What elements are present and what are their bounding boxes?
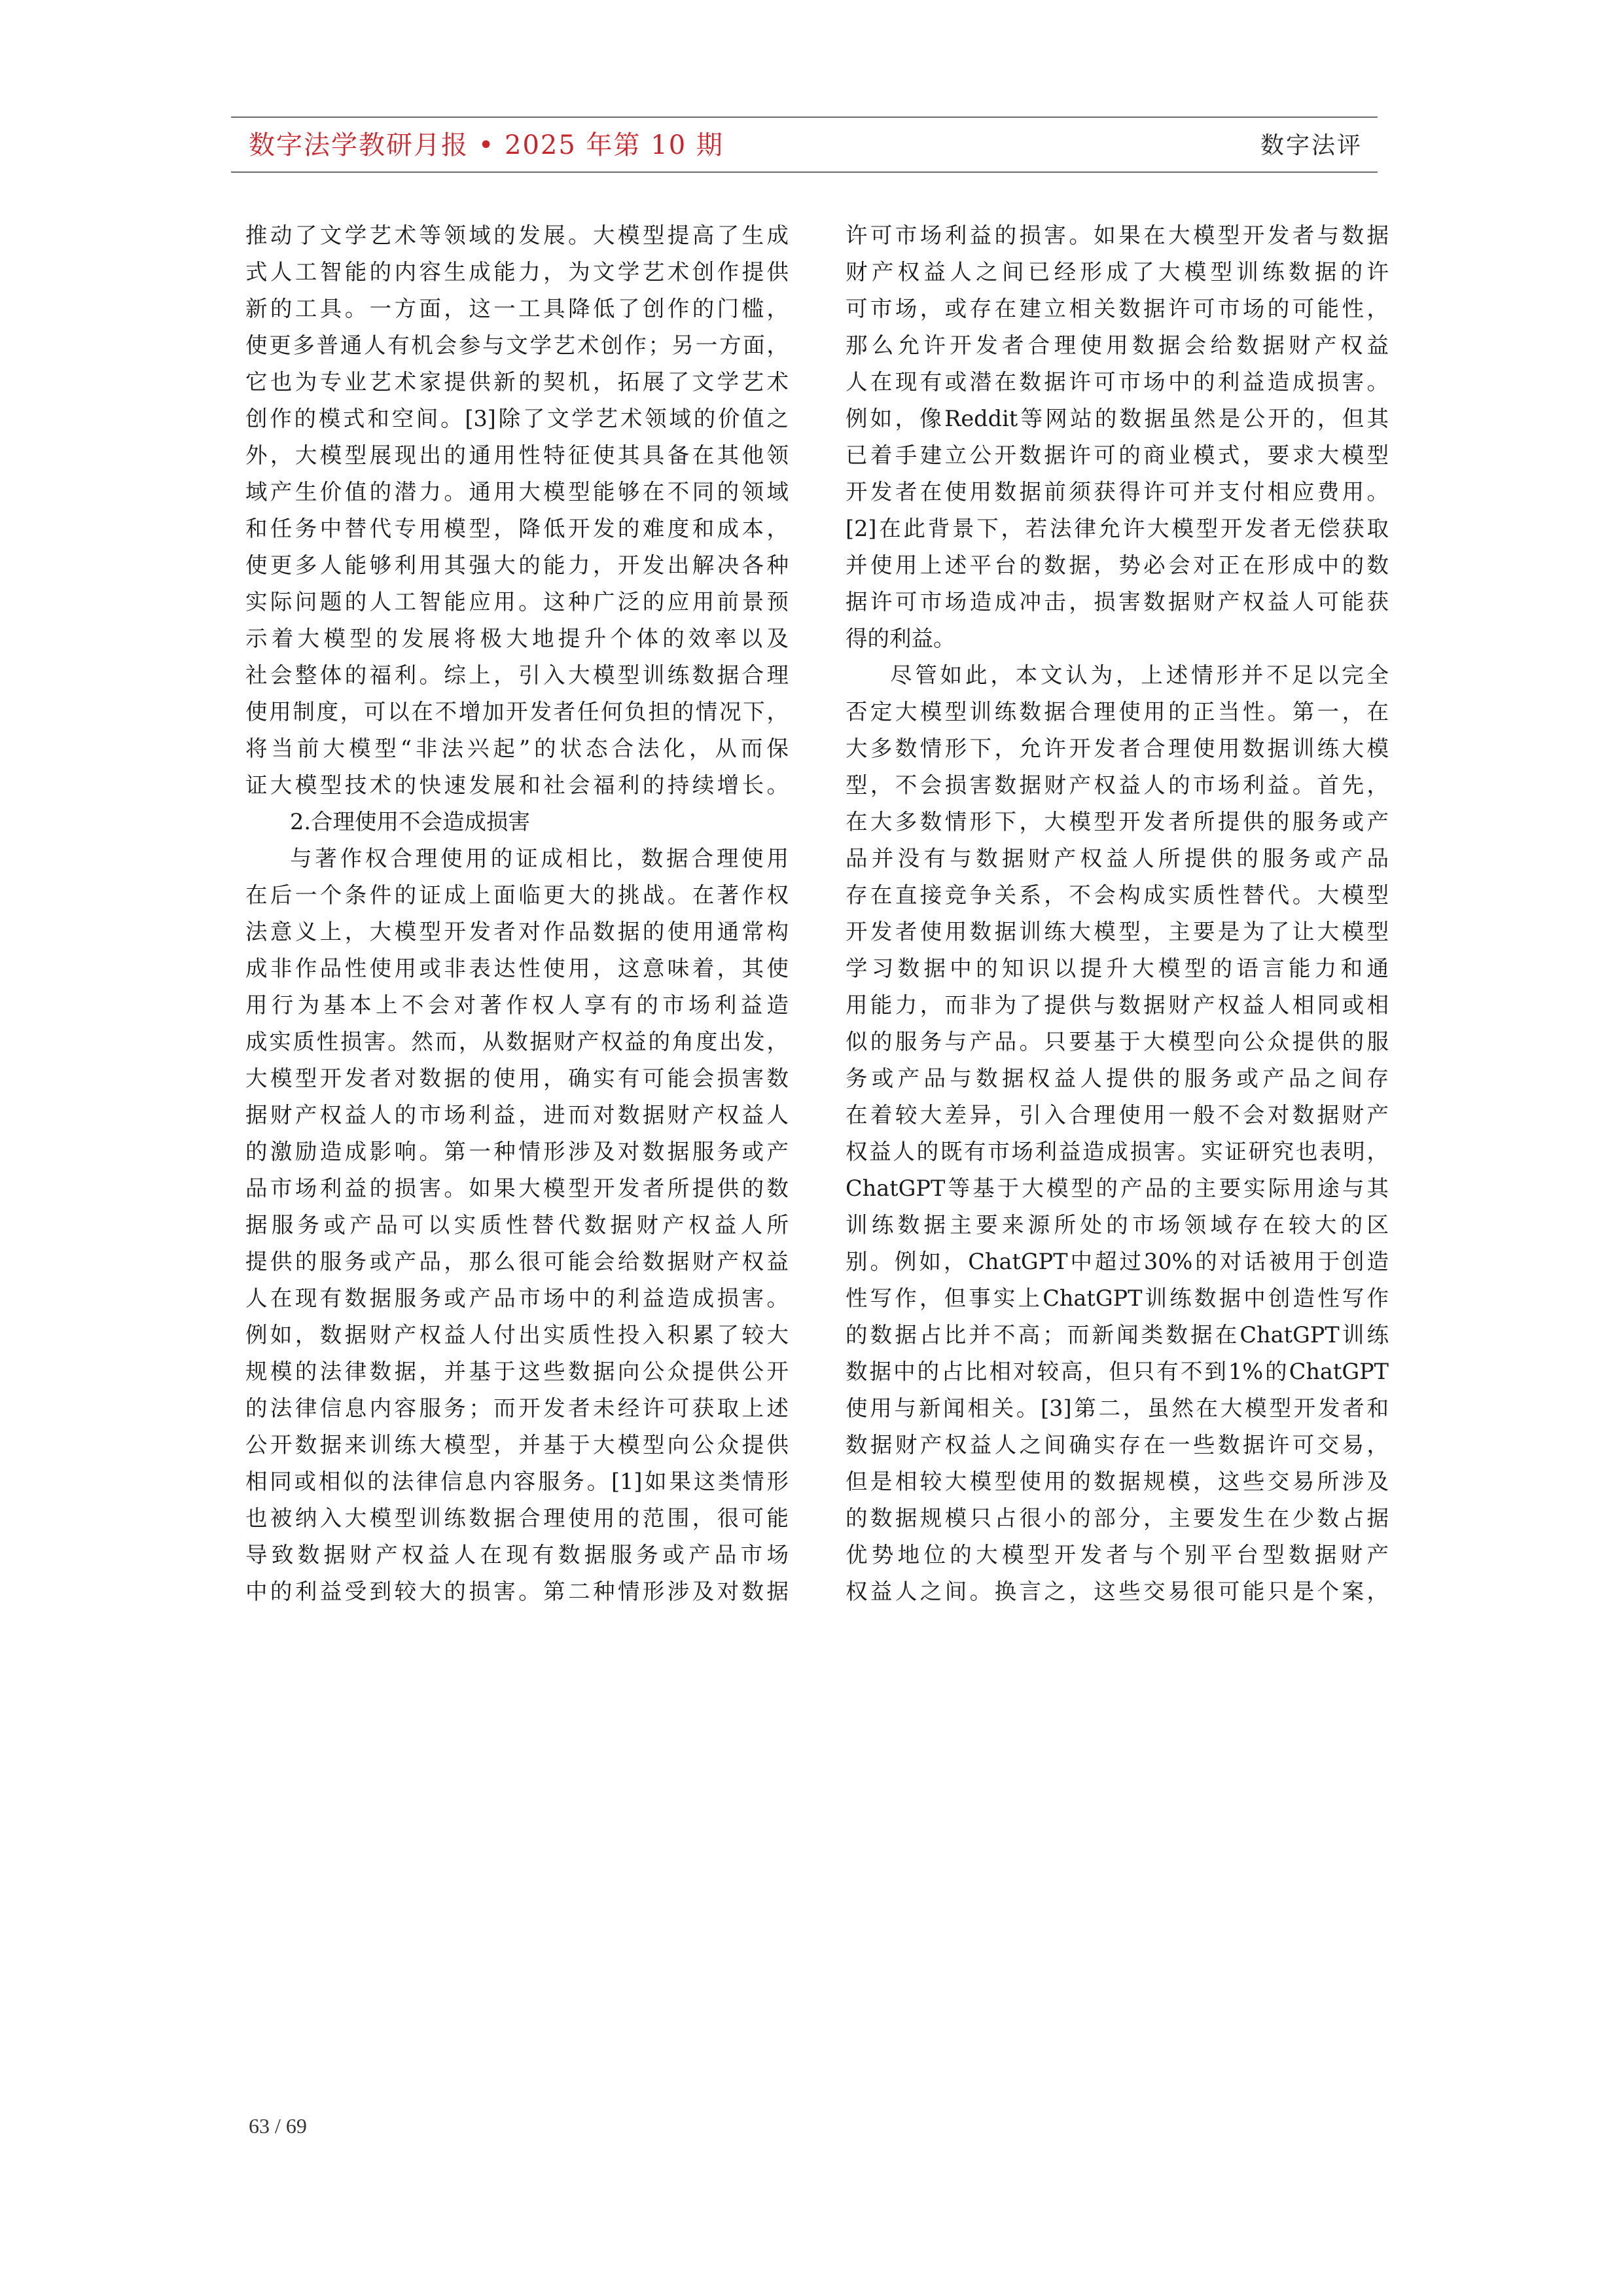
paragraph-line: 也被纳入大模型训练数据合理使用的范围，很可能: [245, 1505, 789, 1531]
paragraph-line: 与著作权合理使用的证成相比，数据合理使用: [290, 846, 789, 871]
paragraph-line: 那么允许开发者合理使用数据会给数据财产权益: [846, 332, 1389, 358]
paragraph-line: 据许可市场造成冲击，损害数据财产权益人可能获: [846, 589, 1389, 615]
paragraph-line: 训练数据主要来源所处的市场领域存在较大的区: [846, 1212, 1389, 1238]
paragraph-line: 开发者在使用数据前须获得许可并支付相应费用。: [846, 479, 1389, 505]
paragraph-line: 开发者使用数据训练大模型，主要是为了让大模型: [846, 919, 1389, 944]
paragraph-line: 法意义上，大模型开发者对作品数据的使用通常构: [245, 919, 789, 944]
paragraph-line: 社会整体的福利。综上，引入大模型训练数据合理: [245, 662, 789, 688]
paragraph-line: 例如，像Reddit等网站的数据虽然是公开的，但其: [846, 406, 1389, 431]
paragraph-line: 否定大模型训练数据合理使用的正当性。第一，在: [846, 699, 1389, 725]
paragraph-line: 型，不会损害数据财产权益人的市场利益。首先，: [846, 772, 1389, 798]
section-name: 数字法评: [1260, 132, 1363, 159]
paragraph-line: 和任务中替代专用模型，降低开发的难度和成本，: [245, 516, 789, 541]
header-top-rule: [231, 117, 1378, 118]
paragraph-line: 公开数据来训练大模型，并基于大模型向公众提供: [245, 1432, 789, 1458]
paragraph-line: 大多数情形下，允许开发者合理使用数据训练大模: [846, 736, 1389, 761]
paragraph-line: 在着较大差异，引入合理使用一般不会对数据财产: [846, 1102, 1389, 1128]
paragraph-line: 的数据占比并不高；而新闻类数据在ChatGPT训练: [846, 1322, 1389, 1348]
paragraph-line: 的法律信息内容服务；而开发者未经许可获取上述: [245, 1395, 789, 1421]
paragraph-line: 中的利益受到较大的损害。第二种情形涉及对数据: [245, 1579, 789, 1604]
paragraph-line: 别。例如，ChatGPT中超过30%的对话被用于创造: [846, 1249, 1389, 1274]
paragraph-line: 推动了文学艺术等领域的发展。大模型提高了生成: [245, 223, 789, 248]
paragraph-line: 据服务或产品可以实质性替代数据财产权益人所: [245, 1212, 789, 1238]
paragraph-line: 外，大模型展现出的通用性特征使其具备在其他领: [245, 442, 789, 468]
paragraph-line: 示着大模型的发展将极大地提升个体的效率以及: [245, 626, 789, 651]
paragraph-line: 优势地位的大模型开发者与个别平台型数据财产: [846, 1542, 1389, 1568]
paragraph-line: 得的利益。: [846, 626, 955, 651]
paragraph-line: 品市场利益的损害。如果大模型开发者所提供的数: [245, 1175, 789, 1201]
paragraph-line: 数据财产权益人之间确实存在一些数据许可交易，: [846, 1432, 1389, 1458]
paragraph-line: 性写作，但事实上ChatGPT训练数据中创造性写作: [846, 1285, 1389, 1311]
paragraph-line: 许可市场利益的损害。如果在大模型开发者与数据: [846, 223, 1389, 248]
paragraph-line: 规模的法律数据，并基于这些数据向公众提供公开: [245, 1359, 789, 1384]
paragraph-line: 据财产权益人的市场利益，进而对数据财产权益人: [245, 1102, 789, 1128]
paragraph-line: 用行为基本上不会对著作权人享有的市场利益造: [245, 992, 789, 1018]
paragraph-line: 提供的服务或产品，那么很可能会给数据财产权益: [245, 1249, 789, 1274]
paragraph-line: 域产生价值的潜力。通用大模型能够在不同的领域: [245, 479, 789, 505]
paragraph-line: 证大模型技术的快速发展和社会福利的持续增长。: [245, 772, 789, 798]
paragraph-line: 人在现有数据服务或产品市场中的利益造成损害。: [245, 1285, 789, 1311]
paragraph-line: 人在现有或潜在数据许可市场中的利益造成损害。: [846, 369, 1389, 395]
paragraph-line: 但是相较大模型使用的数据规模，这些交易所涉及: [846, 1469, 1389, 1494]
paragraph-line: 并使用上述平台的数据，势必会对正在形成中的数: [846, 552, 1389, 578]
paragraph-line: 例如，数据财产权益人付出实质性投入积累了较大: [245, 1322, 789, 1348]
paragraph-line: 相同或相似的法律信息内容服务。[1]如果这类情形: [245, 1469, 789, 1494]
paragraph-line: 新的工具。一方面，这一工具降低了创作的门槛，: [245, 296, 789, 321]
paragraph-line: 它也为专业艺术家提供新的契机，拓展了文学艺术: [245, 369, 789, 395]
paragraph-line: 导致数据财产权益人在现有数据服务或产品市场: [245, 1542, 789, 1568]
paragraph-line: 品并没有与数据财产权益人所提供的服务或产品: [846, 846, 1389, 871]
paragraph-line: 存在直接竞争关系，不会构成实质性替代。大模型: [846, 882, 1389, 908]
paragraph-line: [2]在此背景下，若法律允许大模型开发者无偿获取: [846, 516, 1389, 541]
paragraph-line: 将当前大模型“非法兴起”的状态合法化，从而保: [245, 736, 789, 761]
paragraph-line: 使用制度，可以在不增加开发者任何负担的情况下，: [245, 699, 789, 725]
paragraph-line: 权益人的既有市场利益造成损害。实证研究也表明，: [846, 1139, 1389, 1164]
paragraph-line: 成非作品性使用或非表达性使用，这意味着，其使: [245, 956, 789, 981]
paragraph-line: 使更多普通人有机会参与文学艺术创作；另一方面，: [245, 332, 789, 358]
paragraph-line: 财产权益人之间已经形成了大模型训练数据的许: [846, 259, 1389, 285]
paragraph-line: 在后一个条件的证成上面临更大的挑战。在著作权: [245, 882, 789, 908]
paragraph-line: 创作的模式和空间。[3]除了文学艺术领域的价值之: [245, 406, 789, 431]
paragraph-line: 的数据规模只占很小的部分，主要发生在少数占据: [846, 1505, 1389, 1531]
paragraph-line: 学习数据中的知识以提升大模型的语言能力和通: [846, 956, 1389, 981]
paragraph-line: 在大多数情形下，大模型开发者所提供的服务或产: [846, 809, 1389, 834]
paragraph-line: 使用与新闻相关。[3]第二，虽然在大模型开发者和: [846, 1395, 1389, 1421]
paragraph-line: 使更多人能够利用其强大的能力，开发出解决各种: [245, 552, 789, 578]
paragraph-line: 可市场，或存在建立相关数据许可市场的可能性，: [846, 296, 1389, 321]
subheading: 2.合理使用不会造成损害: [290, 809, 530, 834]
paragraph-line: 用能力，而非为了提供与数据财产权益人相同或相: [846, 992, 1389, 1018]
paragraph-line: 似的服务与产品。只要基于大模型向公众提供的服: [846, 1029, 1389, 1054]
paragraph-line: 已着手建立公开数据许可的商业模式，要求大模型: [846, 442, 1389, 468]
paragraph-line: 的激励造成影响。第一种情形涉及对数据服务或产: [245, 1139, 789, 1164]
header-bottom-rule: [231, 171, 1378, 173]
journal-title: 数字法学教研月报 • 2025 年第 10 期: [249, 130, 724, 160]
paragraph-line: 权益人之间。换言之，这些交易很可能只是个案，: [846, 1579, 1389, 1604]
paragraph-line: 式人工智能的内容生成能力，为文学艺术创作提供: [245, 259, 789, 285]
paragraph-line: 实际问题的人工智能应用。这种广泛的应用前景预: [245, 589, 789, 615]
paragraph-line: 大模型开发者对数据的使用，确实有可能会损害数: [245, 1066, 789, 1091]
paragraph-line: 数据中的占比相对较高，但只有不到1%的ChatGPT: [846, 1359, 1389, 1384]
paragraph-line: 成实质性损害。然而，从数据财产权益的角度出发，: [245, 1029, 789, 1054]
paragraph-line: 务或产品与数据权益人提供的服务或产品之间存: [846, 1066, 1389, 1091]
page-number: 63 / 69: [249, 2114, 307, 2138]
paragraph-line: 尽管如此，本文认为，上述情形并不足以完全: [890, 662, 1389, 688]
paragraph-line: ChatGPT等基于大模型的产品的主要实际用途与其: [846, 1175, 1389, 1201]
